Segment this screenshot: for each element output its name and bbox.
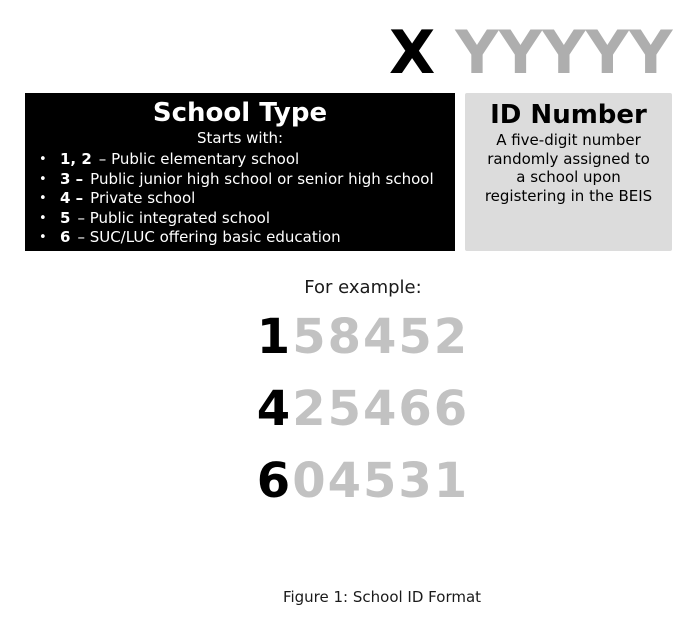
school-type-description: – Public elementary school: [98, 150, 300, 168]
id-number-box: [465, 93, 672, 251]
example-id-digits: 25466: [292, 381, 470, 437]
figure-caption: Figure 1: School ID Format: [282, 588, 482, 606]
for-example-label: For example:: [304, 277, 422, 298]
school-type-subtitle: Starts with:: [196, 129, 284, 147]
school-type-item: [25, 209, 455, 229]
id-number-description-line: randomly assigned to: [487, 149, 650, 168]
school-type-code: 1, 2: [60, 150, 92, 168]
id-number-title: ID Number: [490, 100, 647, 130]
school-type-description: Private school: [90, 189, 196, 207]
id-number-description-line: registering in the BEIS: [484, 186, 653, 205]
example-id-number: [26, 381, 700, 437]
school-type-box: [25, 93, 455, 251]
bullet-icon: •: [39, 210, 47, 226]
bullet-icon: •: [39, 152, 47, 167]
id-number-description-line: a school upon: [516, 168, 621, 186]
school-type-item: [25, 189, 455, 209]
school-type-code: 4 –: [60, 189, 84, 207]
example-id-digits: 04531: [292, 453, 470, 509]
school-type-title: School Type: [152, 98, 328, 128]
school-type-item: [25, 170, 455, 190]
id-number-placeholder: YYYYY: [455, 18, 673, 88]
school-type-item: [25, 150, 455, 170]
id-format-header: [389, 18, 673, 88]
school-type-description: – SUC/LUC offering basic education: [77, 228, 341, 246]
example-school-type-digit: 1: [256, 309, 293, 365]
example-id-digits: 58452: [292, 309, 470, 365]
school-type-description: – Public integrated school: [77, 208, 271, 227]
school-type-digit-placeholder: X: [389, 18, 436, 88]
bullet-icon: •: [39, 230, 47, 245]
example-id-number: [26, 309, 700, 365]
school-type-code: 3 –: [60, 169, 84, 188]
example-school-type-digit: 4: [256, 381, 293, 437]
school-type-description: Public junior high school or senior high school: [90, 169, 434, 188]
school-type-item: [25, 228, 455, 248]
bullet-icon: •: [39, 171, 47, 187]
id-number-description-line: A five-digit number: [496, 131, 641, 149]
school-type-code: 6: [60, 228, 71, 246]
example-id-number: [26, 453, 700, 509]
example-school-type-digit: 6: [256, 453, 293, 509]
school-type-code: 5: [60, 208, 71, 227]
school-type-list: [25, 150, 455, 248]
bullet-icon: •: [39, 191, 47, 206]
